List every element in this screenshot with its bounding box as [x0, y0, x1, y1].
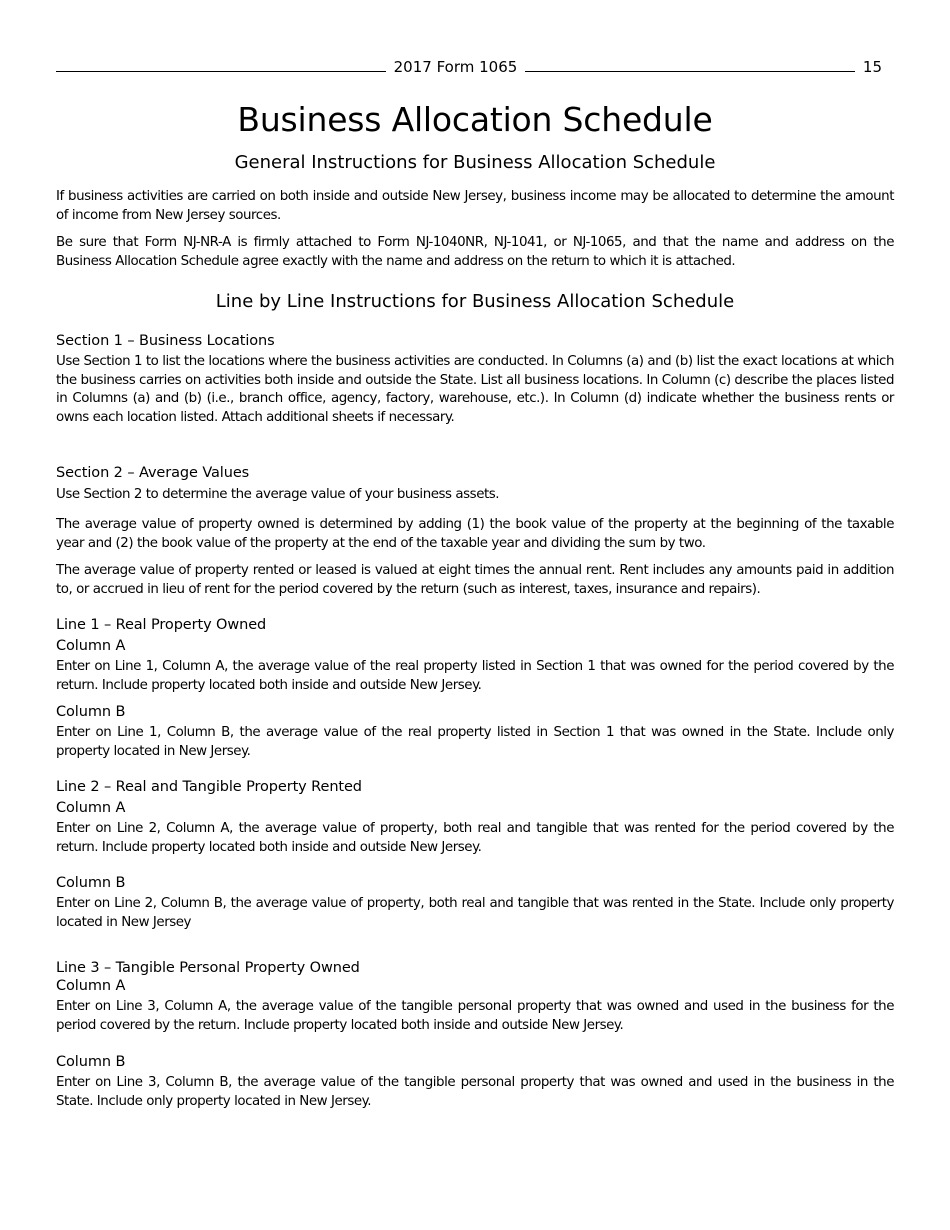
line3-column-b-text: Enter on Line 3, Column B, the average value of the tangible personal property that was owned and used in the business in the State. Include only property located in New Jersey. [56, 1075, 894, 1109]
line3-heading: Line 3 – Tangible Personal Property Owned [56, 960, 360, 976]
line2-column-a-text: Enter on Line 2, Column A, the average value of property, both real and tangible that was rented for the period covered by the return. Include property located both inside and outside New Jersey. [56, 821, 894, 855]
line1-column-a-text: Enter on Line 1, Column A, the average value of the real property listed in Section 1 that was owned for the period covered by the return. Include property located both inside and outside New Jersey. [56, 659, 894, 693]
line3-column-b-label: Column B [56, 1054, 126, 1070]
section2-paragraph-2: The average value of property owned is determined by adding (1) the book value of the property at the beginning of the taxable year and (2) the book value of the property at the end of the taxable year and dividing the sum by two. [56, 517, 894, 551]
page-title: Business Allocation Schedule [237, 100, 713, 139]
header-rule-left [56, 59, 386, 72]
line1-column-a-label: Column A [56, 638, 126, 654]
general-paragraph-2: Be sure that Form NJ-NR-A is firmly attached to Form NJ-1040NR, NJ-1041, or NJ-1065, and that the name and address on the Business Allocation Schedule agree exactly with the name and address on the return to which it is attached. [56, 235, 894, 269]
section1-heading: Section 1 – Business Locations [56, 333, 275, 349]
line2-column-b-text: Enter on Line 2, Column B, the average value of property, both real and tangible that was rented in the State. Include only property located in New Jersey [56, 896, 894, 930]
general-instructions-heading: General Instructions for Business Allocation Schedule [234, 152, 716, 173]
line3-column-a-label: Column A [56, 978, 126, 994]
section2-paragraph-3: The average value of property rented or leased is valued at eight times the annual rent. Rent includes any amounts paid in addition to, or accrued in lieu of rent for the period covered by the return (such as interest, taxes, insurance and repairs). [56, 563, 894, 597]
general-paragraph-1: If business activities are carried on both inside and outside New Jersey, business income may be allocated to determine the amount of income from New Jersey sources. [56, 189, 894, 223]
header-rule-right [525, 59, 855, 72]
line2-column-a-label: Column A [56, 800, 126, 816]
line3-column-a-text: Enter on Line 3, Column A, the average value of the tangible personal property that was owned and used in the business for the period covered by the return. Include property located both inside and outside New Jersey. [56, 999, 894, 1033]
page-header [56, 57, 882, 79]
line1-heading: Line 1 – Real Property Owned [56, 617, 267, 633]
header-form-label: 2017 Form 1065 [393, 58, 518, 76]
line-by-line-heading: Line by Line Instructions for Business Allocation Schedule [215, 291, 735, 312]
line2-heading: Line 2 – Real and Tangible Property Rented [56, 779, 362, 795]
section2-paragraph-1: Use Section 2 to determine the average value of your business assets. [56, 487, 500, 502]
line1-column-b-label: Column B [56, 704, 126, 720]
line1-column-b-text: Enter on Line 1, Column B, the average value of the real property listed in Section 1 that was owned in the State. Include only property located in New Jersey. [56, 725, 894, 759]
line2-column-b-label: Column B [56, 875, 126, 891]
page-number: 15 [862, 58, 883, 76]
section2-heading: Section 2 – Average Values [56, 465, 250, 481]
section1-text: Use Section 1 to list the locations where the business activities are conducted. In Columns (a) and (b) list the exact locations at which the business carries on activities both inside and outside the State. List all business locations. In Column (c) describe the places listed in Columns (a) and (b) (i.e., branch office, agency, factory, warehouse, etc.). In Column (d) indicate whether the business rents or owns each location listed. Attach additional sheets if necessary. [56, 354, 894, 425]
